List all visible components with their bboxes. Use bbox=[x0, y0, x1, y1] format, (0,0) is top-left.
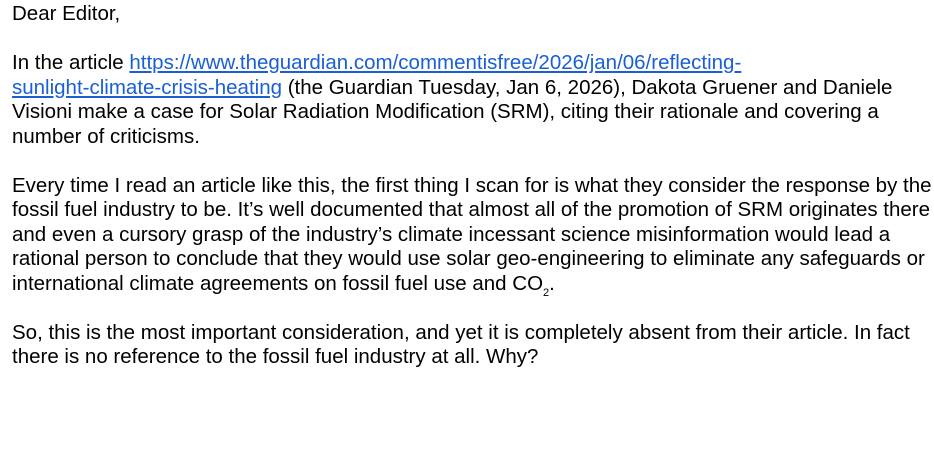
paragraph-2-body: Every time I read an article like this, the first thing I scan for is what they consider the response by the fossil fuel industry to be. It’s well documented that almost all of the promotion of SRM originates there and even a cursory grasp of the industry’s climate incessant science misinformation would lead a rational person to conclude that they would use solar geo-engineering to eliminate any safeguards or international climate agreements on fossil fuel use and CO bbox=[12, 173, 932, 295]
co2-subscript: 2 bbox=[543, 286, 550, 299]
article-link-part-1: https://www.theguardian.com/commentisfree/2026/jan/06/reflecting- bbox=[129, 51, 742, 74]
paragraph-article-reference bbox=[12, 51, 934, 149]
paragraph-1-body: (the Guardian Tuesday, Jan 6, 2026), Dakota Gruener and Daniele Visioni make a case for Solar Radiation Modification (SRM), citing their rationale and covering a number of criticisms. bbox=[12, 75, 893, 148]
paragraph-1-intro: In the article bbox=[12, 51, 130, 74]
paragraph-conclusion: So, this is the most important consideration, and yet it is completely absent from their article. In fact there is no reference to the fossil fuel industry at all. Why? bbox=[12, 320, 910, 368]
article-link-part-2: sunlight-climate-crisis-heating bbox=[12, 75, 283, 99]
paragraph-2-end: . bbox=[549, 271, 555, 295]
greeting: Dear Editor, bbox=[12, 2, 121, 25]
paragraph-fossil-fuel-response bbox=[12, 174, 934, 297]
